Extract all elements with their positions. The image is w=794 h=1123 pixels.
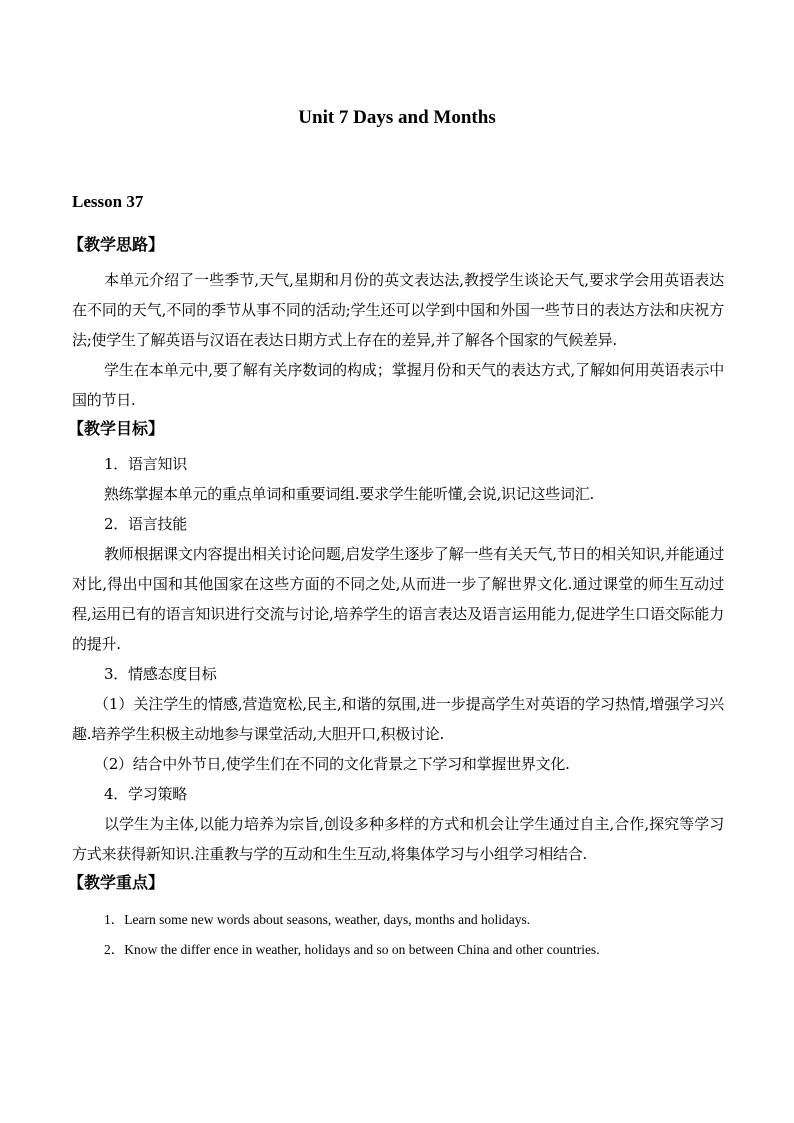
goal-1-text: 熟练掌握本单元的重点单词和重要词组.要求学生能听懂,会说,识记这些词汇. — [104, 485, 595, 503]
section-heading-thinking: 【教学思路】 — [68, 235, 165, 254]
document-title: Unit 7 Days and Months — [298, 107, 496, 128]
goal-4-title: 4．学习策略 — [104, 785, 188, 803]
goal-3-item-2: （2）结合中外节日,使学生们在不同的文化背景之下学习和掌握世界文化. — [94, 755, 570, 773]
thinking-paragraph-2: 学生在本单元中,要了解有关序数词的构成；掌握月份和天气的表达方式,了解如何用英语表示中国的节日. — [72, 361, 724, 409]
section-heading-key-points: 【教学重点】 — [68, 873, 165, 892]
thinking-paragraph-1: 本单元介绍了一些季节,天气,星期和月份的英文表达法,教授学生谈论天气,要求学会用英语表达在不同的天气,不同的季节从事不同的活动;学生还可以学到中国和外国一些节日的表达方法和庆祝方法;使学生了解英语与汉语在表达日期方式上存在的差异,并了解各个国家的气候差异. — [72, 271, 724, 349]
section-heading-goals: 【教学目标】 — [68, 419, 165, 438]
goal-2-text: 教师根据课文内容提出相关讨论问题,启发学生逐步了解一些有关天气,节日的相关知识,并能通过对比,得出中国和其他国家在这些方面的不同之处,从而进一步了解世界文化.通过课堂的师生互动过程,运用已有的语言知识进行交流与讨论,培养学生的语言表达及语言运用能力,促进学生口语交际能力的提升. — [72, 545, 724, 653]
key-point-1: 1．Learn some new words about seasons, weather, days, months and holidays. — [104, 912, 531, 927]
document-body — [68, 231, 724, 965]
goal-4-text: 以学生为主体,以能力培养为宗旨,创设多种多样的方式和机会让学生通过自主,合作,探究等学习方式来获得新知识.注重教与学的互动和生生互动,将集体学习与小组学习相结合. — [72, 815, 724, 863]
goal-2-title: 2．语言技能 — [104, 515, 188, 533]
key-point-2: 2．Know the differ ence in weather, holidays and so on between China and other countries. — [104, 942, 600, 957]
goal-3-title: 3．情感态度目标 — [104, 665, 217, 683]
goal-3-item-1: （1）关注学生的情感,营造宽松,民主,和谐的氛围,进一步提高学生对英语的学习热情,增强学习兴趣.培养学生积极主动地参与课堂活动,大胆开口,积极讨论. — [72, 695, 724, 743]
lesson-title: Lesson 37 — [72, 192, 144, 211]
goal-1-title: 1．语言知识 — [104, 455, 188, 473]
